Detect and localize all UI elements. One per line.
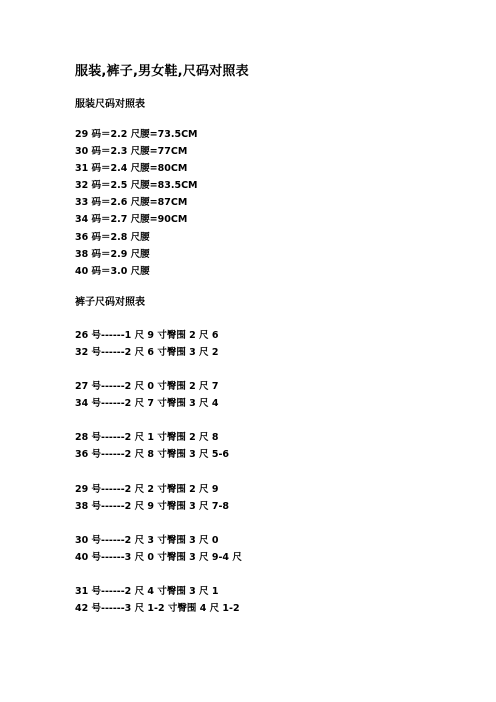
- document-title: 服装,裤子,男女鞋,尺码对照表: [75, 64, 249, 79]
- pants-size-section: [75, 296, 242, 634]
- pants-size-line: 30 号------2 尺 3 寸臀围 3 尺 0: [75, 534, 219, 546]
- pants-size-group: [75, 327, 242, 361]
- pants-size-line: 42 号------3 尺 1-2 寸臀围 4 尺 1-2: [75, 603, 240, 615]
- clothing-size-list: [75, 126, 198, 280]
- pants-size-group: [75, 378, 242, 412]
- clothing-size-line: 32 码＝2.5 尺腰=83.5CM: [75, 180, 198, 192]
- pants-size-line: 27 号------2 尺 0 寸臀围 2 尺 7: [75, 381, 219, 393]
- clothing-size-line: 36 码＝2.8 尺腰: [75, 231, 150, 243]
- pants-size-line: 38 号------2 尺 9 寸臀围 3 尺 7-8: [75, 500, 230, 512]
- pants-size-line: 26 号------1 尺 9 寸臀围 2 尺 6: [75, 330, 219, 341]
- clothing-size-line: 30 码＝2.3 尺腰=77CM: [75, 146, 188, 158]
- clothing-size-line: 29 码＝2.2 尺腰=73.5CM: [75, 129, 198, 140]
- pants-size-line: 34 号------2 尺 7 寸臀围 3 尺 4: [75, 398, 219, 410]
- clothing-size-line: 38 码＝2.9 尺腰: [75, 248, 150, 260]
- clothing-size-section: [75, 98, 198, 280]
- pants-size-line: 36 号------2 尺 8 寸臀围 3 尺 5-6: [75, 449, 230, 461]
- clothing-size-heading: 服装尺码对照表: [75, 99, 145, 110]
- pants-size-line: 32 号------2 尺 6 寸臀围 3 尺 2: [75, 347, 219, 359]
- pants-size-line: 31 号------2 尺 4 寸臀围 3 尺 1: [75, 585, 219, 597]
- pants-size-group: [75, 532, 242, 566]
- pants-size-line: 28 号------2 尺 1 寸臀围 2 尺 8: [75, 432, 219, 444]
- clothing-size-line: 34 码＝2.7 尺腰=90CM: [75, 214, 188, 226]
- pants-size-line: 40 号------3 尺 0 寸臀围 3 尺 9-4 尺: [75, 551, 242, 563]
- pants-size-group: [75, 481, 242, 515]
- pants-size-heading: 裤子尺码对照表: [75, 297, 145, 308]
- clothing-size-line: 40 码＝3.0 尺腰: [75, 265, 150, 277]
- pants-size-line: 29 号------2 尺 2 寸臀围 2 尺 9: [75, 483, 219, 495]
- pants-size-list: [75, 327, 242, 617]
- pants-size-group: [75, 583, 242, 617]
- pants-size-group: [75, 429, 242, 463]
- clothing-size-line: 31 码＝2.4 尺腰=80CM: [75, 163, 188, 175]
- clothing-size-line: 33 码＝2.6 尺腰=87CM: [75, 197, 188, 209]
